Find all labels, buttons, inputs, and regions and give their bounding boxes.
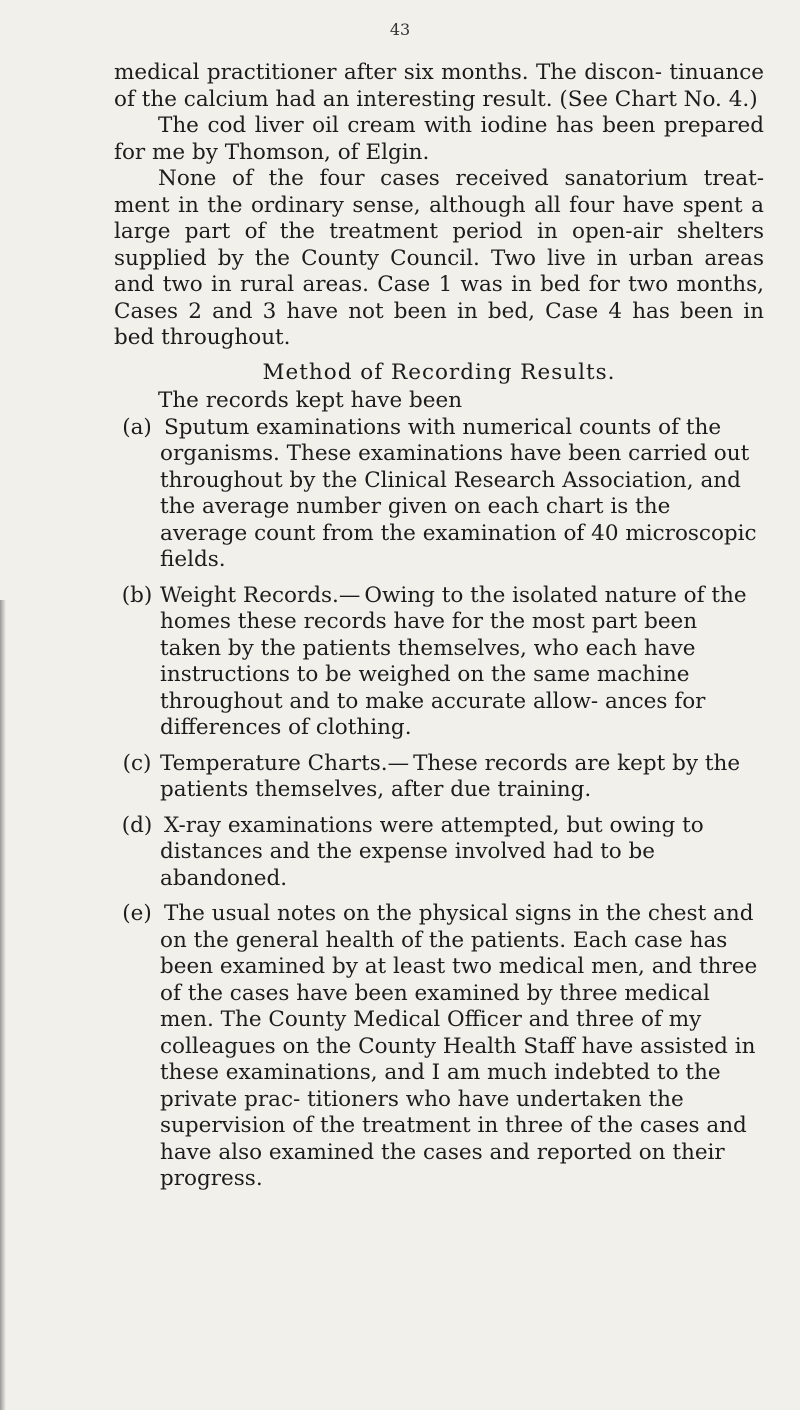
list-item-text — [160, 751, 764, 804]
paragraph-3: None of the four cases received sanatorium treat- ment in the ordinary sense, although all four have spent a large part of the treatment period in open-air shelters supplied by the County Council. Two live in urban areas and two in rural areas. Case 1 was in bed for two months, Cases 2 and 3 have not been in bed, Case 4 has been in bed throughout. — [114, 166, 764, 350]
list-item-label: (b) — [121, 582, 153, 608]
list-item-heading: Temperature Charts.— — [160, 750, 410, 776]
paragraph-2: The cod liver oil cream with iodine has been prepared for me by Thomson, of Elgin. — [114, 113, 764, 165]
list-item — [114, 901, 764, 1193]
list-item — [114, 751, 764, 804]
list-item — [114, 813, 764, 893]
list-item-label: (a) — [122, 414, 152, 440]
list-item-body: These records are kept by the patients themselves, after due training. — [160, 750, 741, 802]
list-item-heading: Weight Records.— — [160, 582, 361, 608]
list-item — [114, 583, 764, 742]
list-item-text — [160, 415, 764, 574]
page-number: 43 — [389, 20, 411, 39]
list-item-body: The usual notes on the physical signs in the chest and on the general health of the patients. Each case has been examined by at least two medical men, and three of the cases have been examined by three medical men. The County Medical Officer and three of my colleagues on the County Health Staff have assisted in these examinations, and I am much indebted to the private prac- titioners who have undertaken the supervision of the treatment in three of the cases and have also examined the cases and reported on their progress. — [160, 901, 758, 1191]
list-item-body: Owing to the isolated nature of the homes these records have for the most part been taken by the patients themselves, who each have instructions to be weighed on the same machine throughout and to make accurate allow- ances for differences of clothing. — [160, 582, 747, 740]
list-item-body: X-ray examinations were attempted, but owing to distances and the expense involved had to be abandoned. — [160, 812, 704, 891]
list-item-text — [160, 583, 764, 742]
page-edge-shadow — [0, 600, 6, 1410]
body-text — [114, 60, 764, 1202]
records-intro: The records kept have been — [158, 388, 463, 413]
list-item-label: (e) — [122, 901, 152, 926]
list-item-text — [160, 901, 764, 1193]
list-item-body: Sputum examinations with numerical counts of the organisms. These examinations have been carried out throughout by the Clinical Research Association, and the average number given on each chart is the average count from the examination of 40 microscopic fields. — [160, 414, 757, 572]
section-title: Method of Recording Results. — [262, 359, 616, 385]
list-item — [114, 415, 764, 574]
records-list — [114, 415, 764, 1193]
list-item-text — [160, 813, 764, 893]
list-item-label: (c) — [122, 750, 152, 776]
paragraph-1: medical practitioner after six months. The discon- tinuance of the calcium had an interesting result. (See Chart No. 4.) — [114, 60, 764, 112]
list-item-label: (d) — [121, 812, 153, 838]
